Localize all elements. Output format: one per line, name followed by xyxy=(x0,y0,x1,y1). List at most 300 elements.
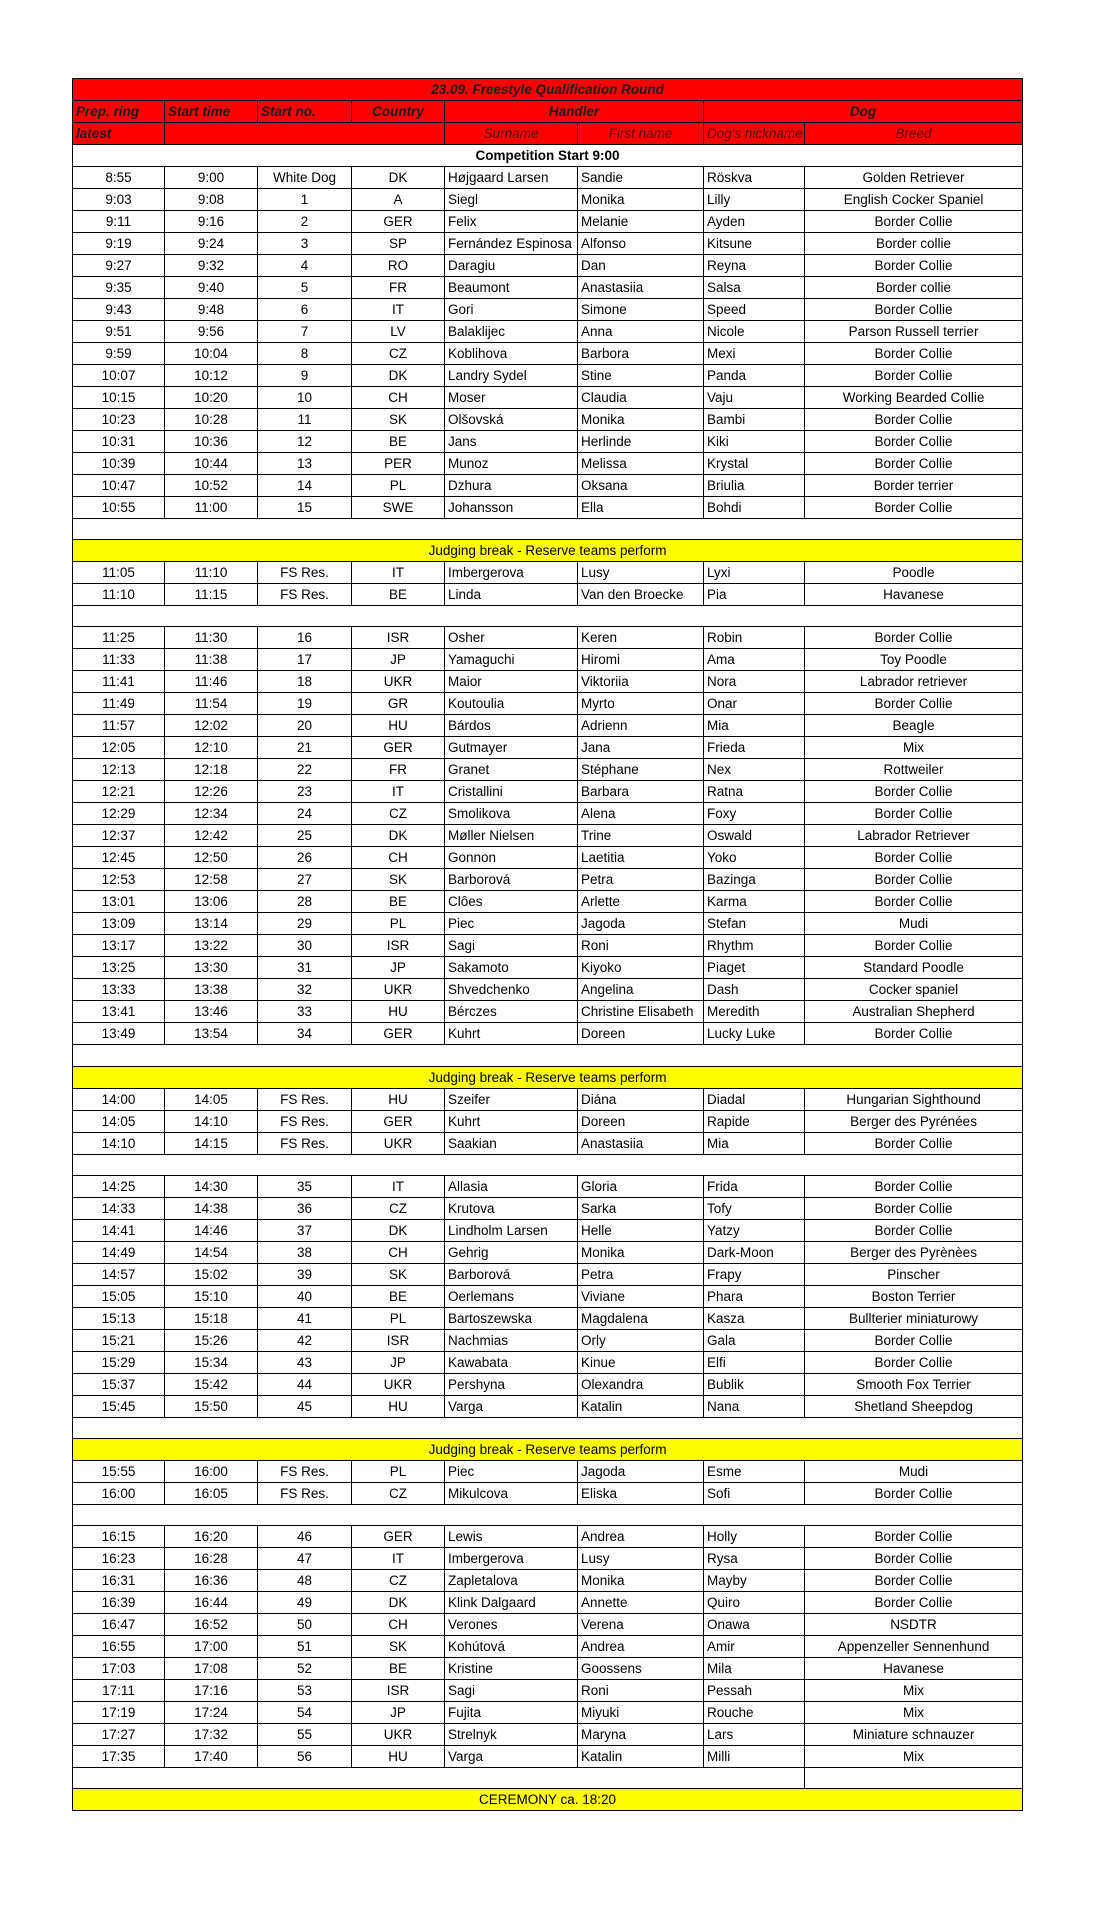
cell-country: A xyxy=(352,189,445,211)
cell-prep-ring: 10:39 xyxy=(73,453,165,475)
cell-first-name: Trine xyxy=(578,825,704,847)
table-row xyxy=(73,1373,1023,1395)
cell-country: BE xyxy=(352,431,445,453)
table-row xyxy=(73,1746,1023,1768)
cell-breed: Border Collie xyxy=(805,781,1023,803)
table-row xyxy=(73,715,1023,737)
cell-start-no: 37 xyxy=(258,1219,352,1241)
cell-start-time: 17:16 xyxy=(165,1680,258,1702)
cell-start-time: 14:10 xyxy=(165,1110,258,1132)
table-row xyxy=(73,255,1023,277)
table-row xyxy=(73,1680,1023,1702)
cell-first-name: Maryna xyxy=(578,1724,704,1746)
table-row xyxy=(73,409,1023,431)
cell-start-time: 10:12 xyxy=(165,365,258,387)
cell-country: PL xyxy=(352,913,445,935)
cell-prep-ring: 14:49 xyxy=(73,1241,165,1263)
cell-nickname: Rysa xyxy=(704,1548,805,1570)
cell-surname: Zapletalova xyxy=(445,1570,578,1592)
cell-first-name: Dan xyxy=(578,255,704,277)
cell-start-time: 9:24 xyxy=(165,233,258,255)
cell-surname: Bérczes xyxy=(445,1001,578,1023)
blank-row xyxy=(73,1154,1023,1175)
cell-nickname: Röskva xyxy=(704,167,805,189)
table-row xyxy=(73,211,1023,233)
table-row xyxy=(73,1724,1023,1746)
cell-first-name: Viktoriia xyxy=(578,671,704,693)
cell-prep-ring: 10:47 xyxy=(73,475,165,497)
cell-start-time: 11:10 xyxy=(165,562,258,584)
cell-first-name: Arlette xyxy=(578,891,704,913)
cell-start-no: 8 xyxy=(258,343,352,365)
cell-breed: Mix xyxy=(805,737,1023,759)
cell-nickname: Dash xyxy=(704,979,805,1001)
cell-nickname: Ayden xyxy=(704,211,805,233)
header-surname: Surname xyxy=(445,123,578,145)
table-row xyxy=(73,1219,1023,1241)
cell-start-time: 17:32 xyxy=(165,1724,258,1746)
break-label: Judging break - Reserve teams perform xyxy=(73,1438,1023,1460)
cell-first-name: Anna xyxy=(578,321,704,343)
header-start-no: Start no. xyxy=(258,101,352,123)
table-row xyxy=(73,957,1023,979)
cell-first-name: Van den Broecke xyxy=(578,584,704,606)
header-dog: Dog xyxy=(704,101,1023,123)
cell-start-time: 12:18 xyxy=(165,759,258,781)
cell-nickname: Bambi xyxy=(704,409,805,431)
cell-start-time: 14:05 xyxy=(165,1088,258,1110)
cell-nickname: Mia xyxy=(704,715,805,737)
cell-first-name: Diána xyxy=(578,1088,704,1110)
cell-breed: Standard Poodle xyxy=(805,957,1023,979)
cell-start-no: 28 xyxy=(258,891,352,913)
cell-breed: Border Collie xyxy=(805,1023,1023,1045)
cell-prep-ring: 15:55 xyxy=(73,1460,165,1482)
cell-start-time: 12:26 xyxy=(165,781,258,803)
cell-prep-ring: 9:03 xyxy=(73,189,165,211)
cell-breed: Border collie xyxy=(805,233,1023,255)
cell-surname: Sakamoto xyxy=(445,957,578,979)
table-row xyxy=(73,1658,1023,1680)
cell-start-no: 23 xyxy=(258,781,352,803)
cell-start-time: 9:32 xyxy=(165,255,258,277)
cell-nickname: Kiki xyxy=(704,431,805,453)
cell-country: UKR xyxy=(352,671,445,693)
cell-start-no: 10 xyxy=(258,387,352,409)
cell-surname: Johansson xyxy=(445,497,578,519)
table-row xyxy=(73,1329,1023,1351)
cell-country: CH xyxy=(352,387,445,409)
cell-start-time: 10:44 xyxy=(165,453,258,475)
cell-country: RO xyxy=(352,255,445,277)
table-row xyxy=(73,475,1023,497)
table-row xyxy=(73,387,1023,409)
cell-first-name: Monika xyxy=(578,409,704,431)
cell-surname: Fujita xyxy=(445,1702,578,1724)
break-label: Judging break - Reserve teams perform xyxy=(73,540,1023,562)
cell-nickname: Pessah xyxy=(704,1680,805,1702)
cell-prep-ring: 9:59 xyxy=(73,343,165,365)
cell-country: HU xyxy=(352,1088,445,1110)
cell-prep-ring: 14:33 xyxy=(73,1197,165,1219)
cell-nickname: Nana xyxy=(704,1395,805,1417)
competition-start-row xyxy=(73,145,1023,167)
cell-prep-ring: 13:17 xyxy=(73,935,165,957)
cell-start-no: 13 xyxy=(258,453,352,475)
cell-nickname: Pia xyxy=(704,584,805,606)
cell-first-name: Monika xyxy=(578,1570,704,1592)
cell-surname: Sagi xyxy=(445,1680,578,1702)
table-row xyxy=(73,935,1023,957)
cell-start-time: 17:00 xyxy=(165,1636,258,1658)
cell-prep-ring: 10:31 xyxy=(73,431,165,453)
cell-surname: Imbergerova xyxy=(445,562,578,584)
cell-country: BE xyxy=(352,584,445,606)
cell-country: CH xyxy=(352,847,445,869)
table-row xyxy=(73,343,1023,365)
cell-first-name: Barbara xyxy=(578,781,704,803)
cell-surname: Kuhrt xyxy=(445,1023,578,1045)
blank-row xyxy=(73,519,1023,540)
cell-start-time: 13:06 xyxy=(165,891,258,913)
cell-nickname: Foxy xyxy=(704,803,805,825)
cell-surname: Koutoulia xyxy=(445,693,578,715)
table-row xyxy=(73,1197,1023,1219)
cell-first-name: Helle xyxy=(578,1219,704,1241)
cell-breed: Border Collie xyxy=(805,693,1023,715)
cell-nickname: Stefan xyxy=(704,913,805,935)
cell-country: CH xyxy=(352,1241,445,1263)
cell-start-time: 15:02 xyxy=(165,1263,258,1285)
cell-start-time: 13:38 xyxy=(165,979,258,1001)
cell-prep-ring: 11:10 xyxy=(73,584,165,606)
cell-country: SWE xyxy=(352,497,445,519)
cell-surname: Strelnyk xyxy=(445,1724,578,1746)
cell-first-name: Jana xyxy=(578,737,704,759)
cell-start-no: 22 xyxy=(258,759,352,781)
cell-first-name: Jagoda xyxy=(578,1460,704,1482)
cell-surname: Bartoszewska xyxy=(445,1307,578,1329)
cell-start-time: 10:04 xyxy=(165,343,258,365)
cell-breed: Working Bearded Collie xyxy=(805,387,1023,409)
cell-start-no: 36 xyxy=(258,1197,352,1219)
table-row xyxy=(73,1110,1023,1132)
cell-start-no: 11 xyxy=(258,409,352,431)
cell-first-name: Oksana xyxy=(578,475,704,497)
blank-cell xyxy=(73,1045,1023,1066)
cell-breed: Labrador retriever xyxy=(805,671,1023,693)
cell-start-time: 12:50 xyxy=(165,847,258,869)
cell-country: HU xyxy=(352,1001,445,1023)
table-row xyxy=(73,759,1023,781)
cell-country: GER xyxy=(352,1110,445,1132)
cell-prep-ring: 9:51 xyxy=(73,321,165,343)
cell-nickname: Mia xyxy=(704,1132,805,1154)
cell-nickname: Dark-Moon xyxy=(704,1241,805,1263)
cell-nickname: Karma xyxy=(704,891,805,913)
cell-start-no: 1 xyxy=(258,189,352,211)
cell-surname: Munoz xyxy=(445,453,578,475)
cell-nickname: Nora xyxy=(704,671,805,693)
cell-start-no: FS Res. xyxy=(258,1132,352,1154)
cell-breed: Border Collie xyxy=(805,1197,1023,1219)
cell-prep-ring: 10:23 xyxy=(73,409,165,431)
table-row xyxy=(73,1548,1023,1570)
cell-prep-ring: 14:57 xyxy=(73,1263,165,1285)
cell-first-name: Annette xyxy=(578,1592,704,1614)
cell-country: JP xyxy=(352,957,445,979)
cell-nickname: Bublik xyxy=(704,1373,805,1395)
table-row xyxy=(73,649,1023,671)
cell-start-time: 13:46 xyxy=(165,1001,258,1023)
cell-breed: Boston Terrier xyxy=(805,1285,1023,1307)
cell-country: CZ xyxy=(352,1197,445,1219)
cell-country: GER xyxy=(352,1023,445,1045)
cell-breed: Border Collie xyxy=(805,1526,1023,1548)
cell-nickname: Lyxi xyxy=(704,562,805,584)
cell-start-no: 53 xyxy=(258,1680,352,1702)
cell-surname: Szeifer xyxy=(445,1088,578,1110)
blank-cell xyxy=(73,1154,1023,1175)
cell-prep-ring: 16:55 xyxy=(73,1636,165,1658)
cell-surname: Gonnon xyxy=(445,847,578,869)
cell-start-time: 11:30 xyxy=(165,627,258,649)
header-empty xyxy=(165,123,445,145)
cell-start-time: 16:44 xyxy=(165,1592,258,1614)
table-row xyxy=(73,1263,1023,1285)
cell-nickname: Reyna xyxy=(704,255,805,277)
cell-start-no: 14 xyxy=(258,475,352,497)
cell-start-time: 9:00 xyxy=(165,167,258,189)
cell-start-time: 13:30 xyxy=(165,957,258,979)
cell-breed: Border terrier xyxy=(805,475,1023,497)
cell-start-no: 19 xyxy=(258,693,352,715)
cell-prep-ring: 15:05 xyxy=(73,1285,165,1307)
cell-start-time: 12:58 xyxy=(165,869,258,891)
cell-breed: Poodle xyxy=(805,562,1023,584)
cell-first-name: Angelina xyxy=(578,979,704,1001)
cell-prep-ring: 15:21 xyxy=(73,1329,165,1351)
cell-surname: Nachmias xyxy=(445,1329,578,1351)
cell-surname: Kuhrt xyxy=(445,1110,578,1132)
cell-surname: Klink Dalgaard xyxy=(445,1592,578,1614)
cell-start-time: 16:00 xyxy=(165,1460,258,1482)
cell-country: DK xyxy=(352,365,445,387)
cell-prep-ring: 8:55 xyxy=(73,167,165,189)
cell-start-time: 16:20 xyxy=(165,1526,258,1548)
table-row xyxy=(73,1614,1023,1636)
cell-country: BE xyxy=(352,1658,445,1680)
cell-start-no: 24 xyxy=(258,803,352,825)
cell-prep-ring: 14:00 xyxy=(73,1088,165,1110)
cell-prep-ring: 13:01 xyxy=(73,891,165,913)
cell-first-name: Monika xyxy=(578,189,704,211)
cell-breed: Border Collie xyxy=(805,431,1023,453)
cell-start-time: 15:34 xyxy=(165,1351,258,1373)
cell-start-time: 11:38 xyxy=(165,649,258,671)
cell-prep-ring: 9:19 xyxy=(73,233,165,255)
table-row xyxy=(73,277,1023,299)
table-row xyxy=(73,737,1023,759)
cell-surname: Clôes xyxy=(445,891,578,913)
cell-surname: Barborová xyxy=(445,1263,578,1285)
cell-prep-ring: 13:41 xyxy=(73,1001,165,1023)
cell-breed: Border Collie xyxy=(805,803,1023,825)
cell-prep-ring: 16:15 xyxy=(73,1526,165,1548)
cell-surname: Sagi xyxy=(445,935,578,957)
table-row xyxy=(73,1307,1023,1329)
cell-country: JP xyxy=(352,1351,445,1373)
cell-prep-ring: 17:27 xyxy=(73,1724,165,1746)
cell-country: GER xyxy=(352,1526,445,1548)
cell-surname: Jans xyxy=(445,431,578,453)
cell-prep-ring: 14:05 xyxy=(73,1110,165,1132)
cell-start-time: 15:26 xyxy=(165,1329,258,1351)
cell-first-name: Simone xyxy=(578,299,704,321)
cell-first-name: Alfonso xyxy=(578,233,704,255)
cell-first-name: Alena xyxy=(578,803,704,825)
cell-start-time: 11:54 xyxy=(165,693,258,715)
cell-first-name: Melanie xyxy=(578,211,704,233)
cell-country: UKR xyxy=(352,1132,445,1154)
cell-nickname: Ratna xyxy=(704,781,805,803)
cell-surname: Moser xyxy=(445,387,578,409)
cell-prep-ring: 11:25 xyxy=(73,627,165,649)
cell-nickname: Briulia xyxy=(704,475,805,497)
cell-start-no: FS Res. xyxy=(258,584,352,606)
cell-surname: Varga xyxy=(445,1746,578,1768)
table-row xyxy=(73,979,1023,1001)
cell-first-name: Roni xyxy=(578,1680,704,1702)
cell-breed: Mix xyxy=(805,1680,1023,1702)
cell-country: ISR xyxy=(352,627,445,649)
cell-start-time: 17:24 xyxy=(165,1702,258,1724)
cell-breed: Border Collie xyxy=(805,627,1023,649)
cell-surname: Cristallini xyxy=(445,781,578,803)
cell-first-name: Laetitia xyxy=(578,847,704,869)
cell-prep-ring: 12:13 xyxy=(73,759,165,781)
cell-first-name: Stine xyxy=(578,365,704,387)
cell-first-name: Jagoda xyxy=(578,913,704,935)
table-row xyxy=(73,1636,1023,1658)
cell-surname: Maior xyxy=(445,671,578,693)
cell-first-name: Myrto xyxy=(578,693,704,715)
cell-country: HU xyxy=(352,715,445,737)
cell-breed: Labrador Retriever xyxy=(805,825,1023,847)
cell-surname: Osher xyxy=(445,627,578,649)
cell-start-no: 54 xyxy=(258,1702,352,1724)
table-row xyxy=(73,1395,1023,1417)
cell-first-name: Adrienn xyxy=(578,715,704,737)
cell-breed: Border Collie xyxy=(805,1175,1023,1197)
cell-country: PL xyxy=(352,1460,445,1482)
cell-prep-ring: 15:13 xyxy=(73,1307,165,1329)
cell-country: FR xyxy=(352,277,445,299)
header-breed: Breed xyxy=(805,123,1023,145)
cell-start-no: 31 xyxy=(258,957,352,979)
cell-country: IT xyxy=(352,1175,445,1197)
cell-surname: Smolikova xyxy=(445,803,578,825)
table-row xyxy=(73,497,1023,519)
cell-surname: Varga xyxy=(445,1395,578,1417)
cell-country: ISR xyxy=(352,1680,445,1702)
cell-breed: Havanese xyxy=(805,584,1023,606)
cell-first-name: Anastasiia xyxy=(578,1132,704,1154)
cell-start-no: FS Res. xyxy=(258,562,352,584)
cell-start-no: 30 xyxy=(258,935,352,957)
cell-nickname: Oswald xyxy=(704,825,805,847)
cell-start-no: 45 xyxy=(258,1395,352,1417)
selection-cell xyxy=(805,1768,1023,1789)
cell-breed: Border Collie xyxy=(805,869,1023,891)
cell-start-no: FS Res. xyxy=(258,1110,352,1132)
cell-nickname: Diadal xyxy=(704,1088,805,1110)
cell-first-name: Petra xyxy=(578,1263,704,1285)
cell-prep-ring: 13:33 xyxy=(73,979,165,1001)
cell-start-no: FS Res. xyxy=(258,1482,352,1504)
cell-prep-ring: 17:03 xyxy=(73,1658,165,1680)
cell-start-no: 33 xyxy=(258,1001,352,1023)
cell-prep-ring: 16:23 xyxy=(73,1548,165,1570)
cell-breed: Berger des Pyrénées xyxy=(805,1110,1023,1132)
cell-start-no: 40 xyxy=(258,1285,352,1307)
cell-first-name: Barbora xyxy=(578,343,704,365)
cell-start-time: 15:18 xyxy=(165,1307,258,1329)
cell-breed: Border Collie xyxy=(805,847,1023,869)
cell-nickname: Mila xyxy=(704,1658,805,1680)
header-latest: latest xyxy=(73,123,165,145)
cell-start-no: 52 xyxy=(258,1658,352,1680)
cell-start-time: 16:05 xyxy=(165,1482,258,1504)
cell-country: SK xyxy=(352,1636,445,1658)
cell-prep-ring: 16:31 xyxy=(73,1570,165,1592)
cell-surname: Lindholm Larsen xyxy=(445,1219,578,1241)
competition-start: Competition Start 9:00 xyxy=(73,145,1023,167)
cell-country: IT xyxy=(352,781,445,803)
cell-breed: Border Collie xyxy=(805,935,1023,957)
cell-surname: Felix xyxy=(445,211,578,233)
cell-country: GR xyxy=(352,693,445,715)
break-row xyxy=(73,1789,1023,1811)
cell-breed: Border collie xyxy=(805,277,1023,299)
table-row xyxy=(73,562,1023,584)
cell-surname: Verones xyxy=(445,1614,578,1636)
cell-nickname: Elfi xyxy=(704,1351,805,1373)
table-row xyxy=(73,365,1023,387)
cell-start-time: 10:52 xyxy=(165,475,258,497)
cell-breed: Berger des Pyrènèes xyxy=(805,1241,1023,1263)
cell-breed: Border Collie xyxy=(805,255,1023,277)
title-row xyxy=(73,79,1023,101)
cell-country: SP xyxy=(352,233,445,255)
table-row xyxy=(73,584,1023,606)
cell-start-no: 27 xyxy=(258,869,352,891)
cell-breed: Australian Shepherd xyxy=(805,1001,1023,1023)
cell-nickname: Frapy xyxy=(704,1263,805,1285)
cell-nickname: Phara xyxy=(704,1285,805,1307)
cell-surname: Gehrig xyxy=(445,1241,578,1263)
cell-first-name: Christine Elisabeth xyxy=(578,1001,704,1023)
table-row xyxy=(73,233,1023,255)
cell-breed: Hungarian Sighthound xyxy=(805,1088,1023,1110)
cell-surname: Kohútová xyxy=(445,1636,578,1658)
cell-surname: Pershyna xyxy=(445,1373,578,1395)
cell-start-no: 21 xyxy=(258,737,352,759)
table-row xyxy=(73,431,1023,453)
cell-start-time: 14:38 xyxy=(165,1197,258,1219)
cell-first-name: Lusy xyxy=(578,562,704,584)
cell-nickname: Rouche xyxy=(704,1702,805,1724)
